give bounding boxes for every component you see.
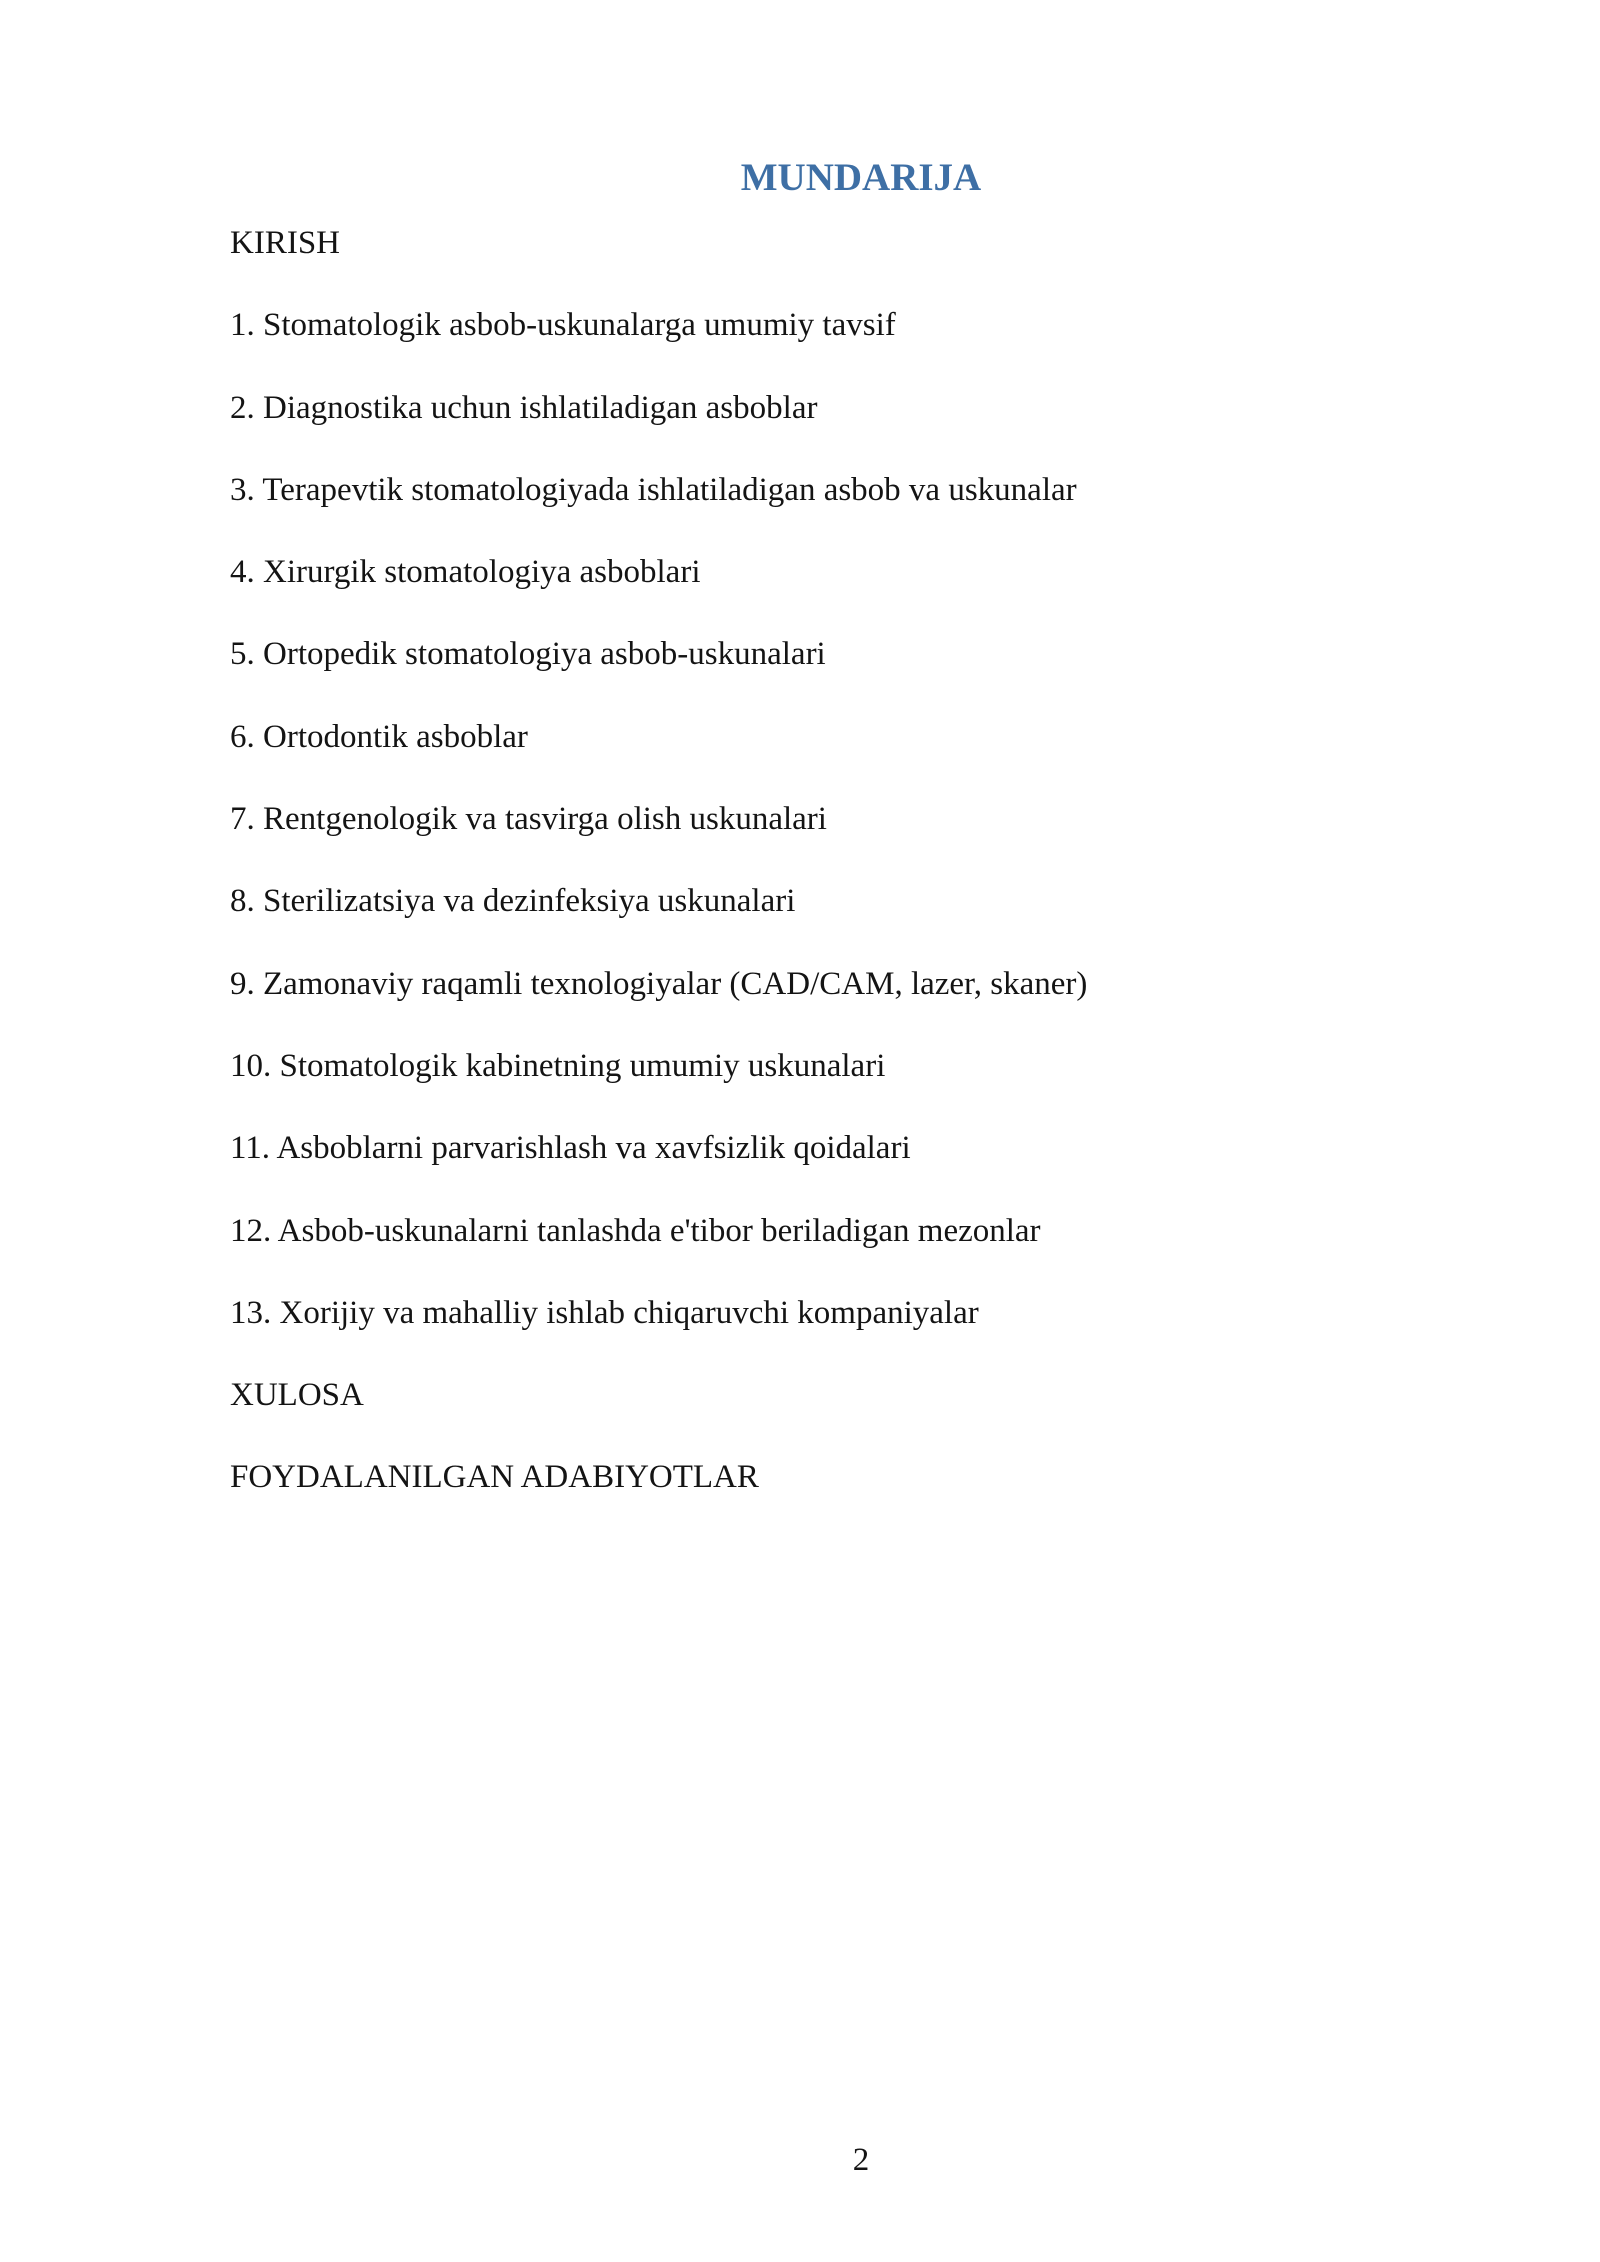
page-title: MUNDARIJA	[740, 156, 982, 199]
toc-item-foydalanilgan-adabiyotlar: FOYDALANILGAN ADABIYOTLAR	[230, 1459, 759, 1496]
page-number: 2	[852, 2142, 870, 2178]
toc-item-xulosa: XULOSA	[230, 1377, 364, 1414]
toc-item-1: 1. Stomatologik asbob-uskunalarga umumiy tavsif	[230, 307, 896, 344]
toc-item-3: 3. Terapevtik stomatologiyada ishlatiladigan asbob va uskunalar	[230, 471, 1077, 508]
toc-item-4: 4. Xirurgik stomatologiya asboblari	[230, 554, 701, 591]
toc-item-8: 8. Sterilizatsiya va dezinfeksiya uskunalari	[230, 883, 796, 920]
toc-item-5: 5. Ortopedik stomatologiya asbob-uskunalari	[230, 636, 826, 673]
toc-item-6: 6. Ortodontik asboblar	[230, 718, 528, 755]
toc-item-2: 2. Diagnostika uchun ishlatiladigan asboblar	[230, 389, 818, 426]
table-of-contents	[230, 223, 1430, 1540]
toc-item-11: 11. Asboblarni parvarishlash va xavfsizlik qoidalari	[230, 1130, 911, 1167]
toc-item-7: 7. Rentgenologik va tasvirga olish uskunalari	[230, 801, 827, 838]
toc-item-9: 9. Zamonaviy raqamli texnologiyalar (CAD/CAM, lazer, skaner)	[230, 965, 1088, 1002]
toc-item-13: 13. Xorijiy va mahalliy ishlab chiqaruvchi kompaniyalar	[230, 1294, 979, 1331]
toc-item-10: 10. Stomatologik kabinetning umumiy uskunalari	[230, 1047, 886, 1084]
toc-item-kirish: KIRISH	[230, 225, 341, 261]
toc-item-12: 12. Asbob-uskunalarni tanlashda e'tibor beriladigan mezonlar	[230, 1212, 1041, 1249]
